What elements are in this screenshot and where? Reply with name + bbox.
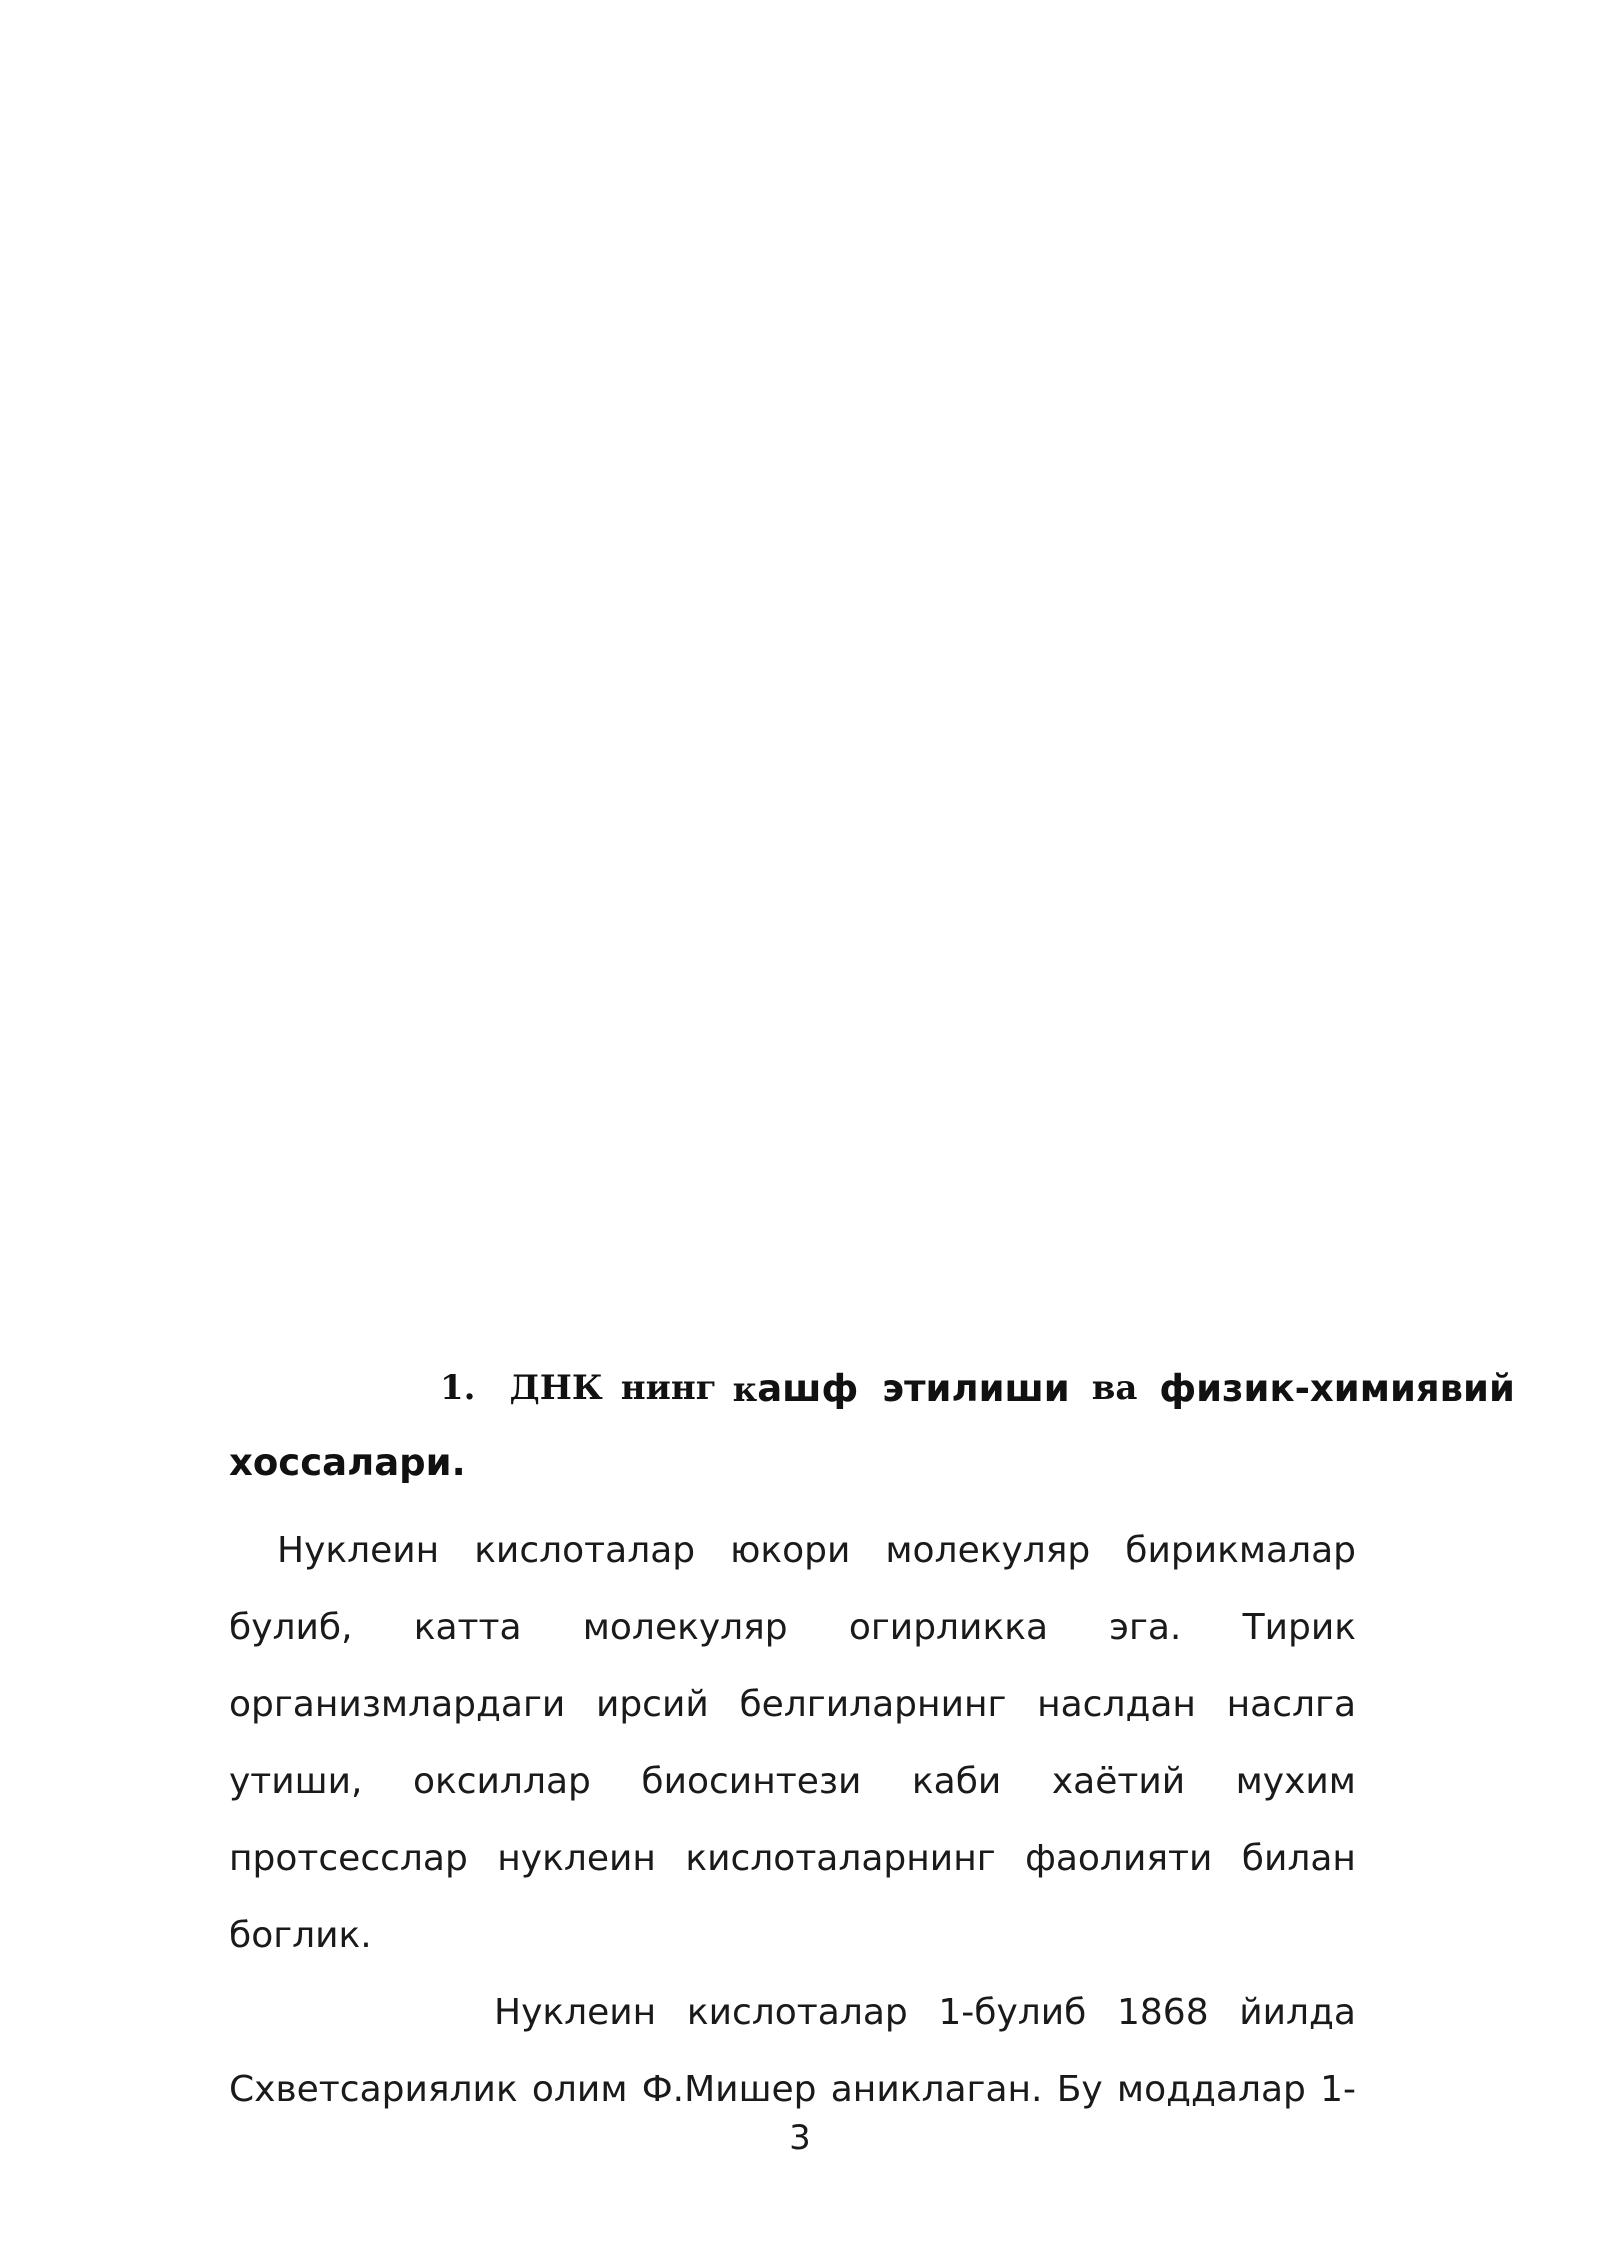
page-number: 3 [789,2118,811,2158]
word: оксиллар [412,1761,591,1802]
word: биосинтези [641,1761,862,1802]
text-line [229,1974,1356,2051]
text-line [229,1897,1356,1974]
word: катта [413,1607,522,1648]
word: организмлардаги [229,1684,566,1725]
text-line [229,1666,1356,1743]
heading-word [733,1367,859,1410]
word: Ф.Мишер [641,2069,817,2110]
word: билан [1241,1838,1356,1879]
word: наслга [1226,1684,1356,1725]
word: хаётий [1051,1761,1186,1802]
word: аниклаган. [830,2069,1043,2110]
heading-word: физик-химиявий [1159,1366,1515,1410]
section-heading-line-2: хоссалари. [229,1440,466,1484]
word: кислоталар [686,1992,908,2033]
word: булиб, [229,1607,353,1648]
word: молекуляр [885,1530,1091,1571]
text-line [229,1743,1356,1820]
word: Нуклеин [277,1530,440,1571]
word: 1- [1320,2069,1356,2110]
word: мухим [1235,1761,1356,1802]
word: Схветсариялик [229,2069,518,2110]
heading-word: ва [1091,1368,1138,1408]
section-heading [229,1352,1515,1512]
heading-word-part: ашф [757,1366,859,1410]
word: протсесслар [229,1838,468,1879]
text-line [229,1589,1356,1666]
word: огирликка [848,1607,1049,1648]
heading-word: этилиши [882,1366,1070,1410]
word: 1868 [1116,1992,1209,2033]
word: Бу [1056,2069,1103,2110]
word: каби [911,1761,1002,1802]
word: юкори [730,1530,851,1571]
word: кислоталарнинг [685,1838,996,1879]
word: Нуклеин [494,1992,657,2033]
word: боглик. [229,1915,372,1956]
document-content [229,1352,1515,2128]
word: наслдан [1037,1684,1196,1725]
word: Тирик [1242,1607,1356,1648]
text-line [229,1820,1356,1897]
word: утиши, [229,1761,363,1802]
heading-word: ДНК [509,1368,603,1408]
text-line [229,2051,1356,2128]
word: олим [531,2069,628,2110]
section-heading-line-1 [440,1352,1515,1424]
word: эга. [1109,1607,1182,1648]
word: белгиларнинг [739,1684,1007,1725]
word: кислоталар [474,1530,696,1571]
word: 1-булиб [938,1992,1087,2033]
paragraph-2 [229,1974,1356,2128]
heading-word-part: к [732,1369,758,1410]
word: ирсий [595,1684,709,1725]
heading-word: нинг [620,1368,717,1408]
paragraph-1 [229,1512,1356,1974]
text-line [229,1512,1356,1589]
word: йилда [1239,1992,1356,2033]
word: фаолияти [1025,1838,1213,1879]
word: нуклеин [497,1838,656,1879]
word: молекуляр [582,1607,788,1648]
word: моддалар [1116,2069,1306,2110]
word: бирикмалар [1125,1530,1356,1571]
section-number: 1. [440,1368,476,1408]
